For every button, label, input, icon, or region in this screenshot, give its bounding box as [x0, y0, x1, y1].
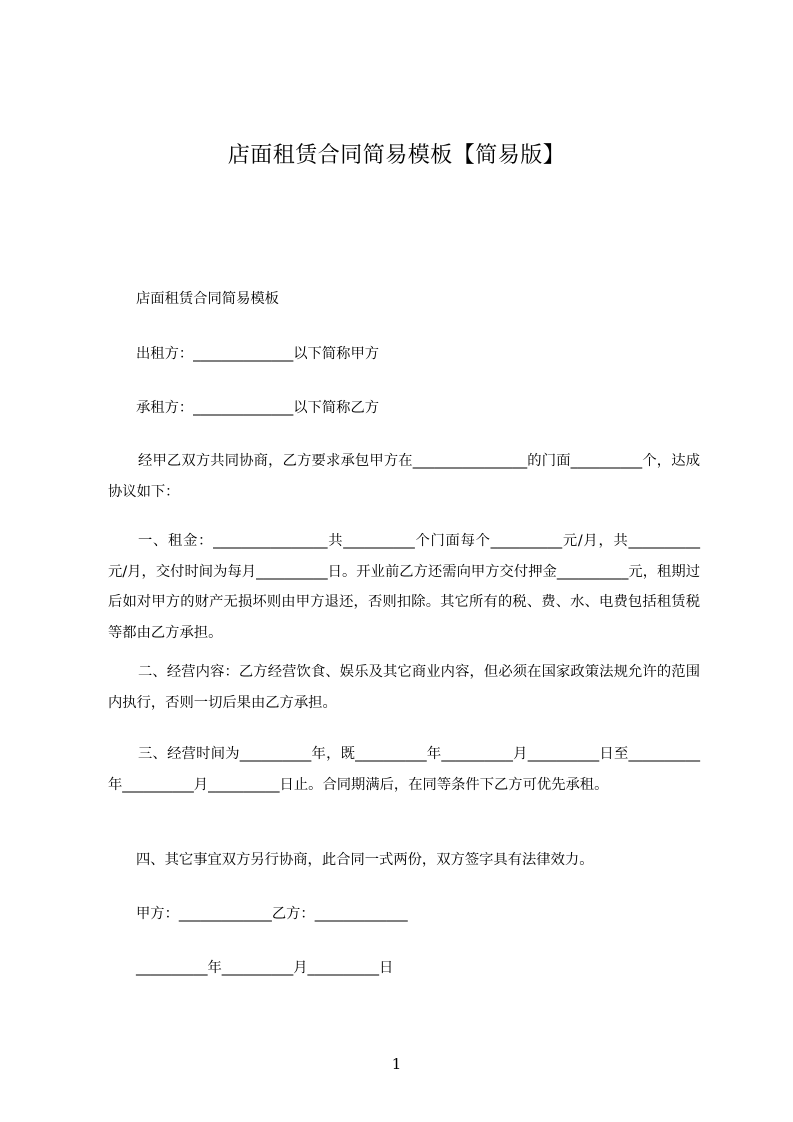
intro-paragraph: 经甲乙双方共同协商，乙方要求承包甲方在________________的门面__________个，达成协议如下： [108, 453, 700, 500]
clause-business-period: 三、经营时间为__________年，既__________年__________月__________日至__________年__________月__________日止。合同期满后，在同等条件下乙方可优先承租。 [108, 746, 700, 793]
clause-rent: 一、租金：________________共__________个门面每个__________元/月，共__________元/月，交付时间为每月__________日。开业前乙方还需向甲方交付押金__________元，租期过后如对甲方的财产无损坏则由甲方退还，否则扣除。其它所有的税、费、水、电费包括租赁税等都由乙方承担。 [108, 533, 700, 641]
clause-business-content: 二、经营内容：乙方经营饮食、娱乐及其它商业内容，但必须在国家政策法规允许的范围内执行，否则一切后果由乙方承担。 [108, 664, 700, 711]
document-subtitle: 店面租赁合同简易模板 [136, 291, 279, 307]
page-number: 1 [391, 1055, 402, 1073]
document-title: 店面租赁合同简易模板【简易版】 [227, 143, 566, 168]
signature-line: 甲方：_____________乙方：_____________ [136, 906, 408, 922]
clause-other-matters: 四、其它事宜双方另行协商，此合同一式两份，双方签字具有法律效力。 [136, 852, 594, 868]
lessor-line: 出租方：______________以下简称甲方 [136, 346, 380, 362]
lessee-line: 承租方：______________以下简称乙方 [136, 400, 380, 416]
date-line: __________年__________月__________日 [136, 960, 394, 976]
